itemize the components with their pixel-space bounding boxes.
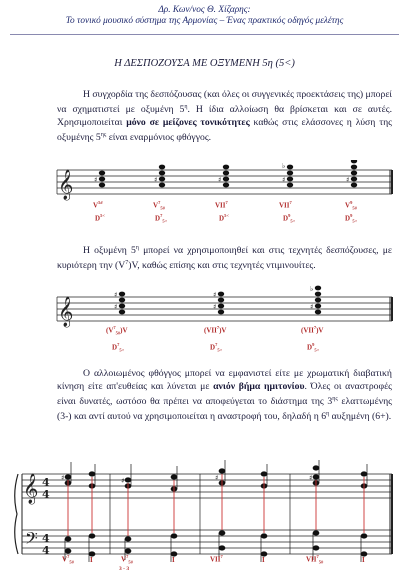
para1-sup-2: ης (100, 132, 107, 139)
staff1-label-3: VII$^7$ (215, 200, 228, 210)
staff2-func-3: $D^9_{5<}$ (307, 342, 320, 353)
svg-text:♯: ♯ (114, 291, 118, 299)
music-staff-2 (0, 283, 409, 358)
para1-sup-1: η (184, 104, 188, 110)
treble-clef-icon: 𝄞 (58, 297, 74, 327)
paragraph-3: Ο αλλοιωμένος φθόγγος μπορεί να εμφανιστεί είτε με χρωματική διαβατική κίνηση είτε απ'ευθείας και λύνεται με ανιόν βήμα ημιτονίου. Όλες οι αναστροφές είναι δυνατές, ωστόσο θα πρέπει να αποφεύγεται το διάστημα της $3^{\eta\varsigma}$ ελαττωμένης (3-) και αντί αυτού να χρησιμοποιείται η αναστροφή του, δηλαδή η $6^\eta$ αυξημένη (6+). (57, 368, 392, 423)
staff1-func-3: $D^{5<}$ (219, 213, 229, 223)
page-header (0, 5, 409, 27)
staff2-func-1: $D^7_{5<}$ (112, 342, 125, 353)
grand-label-5: VII$^7$ (210, 554, 223, 564)
svg-text:♯: ♯ (215, 474, 219, 482)
staff1-label-5: $V^9_{5\#}$ (345, 200, 357, 211)
svg-text:♯: ♯ (61, 474, 65, 482)
para1-text-4: είναι εναρμόνιος φθόγγος. (106, 132, 212, 144)
section-title: Η ΔΕΣΠΟΖΟΥΣΑ ΜΕ ΟΞΥΜΕΝΗ 5η (5<) (114, 58, 295, 69)
bass-clef-icon: 𝄢 (25, 528, 38, 552)
chord-notes-2 (114, 285, 321, 314)
svg-text:♯: ♯ (121, 477, 125, 485)
svg-text:♯: ♯ (114, 303, 118, 311)
interval-note: 3 - 3 (119, 566, 130, 572)
svg-text:♯: ♯ (213, 303, 217, 311)
grand-label-8: I (362, 556, 365, 564)
staff2-func-2: $D^7_{5<}$ (210, 342, 223, 353)
time-signature-top: 4 (42, 476, 50, 489)
staff1-label-2: $V^7_{5\#}$ (153, 200, 165, 211)
treble-clef-icon: 𝄞 (23, 474, 39, 504)
chord-notes-1 (94, 160, 357, 187)
grand-label-7: $VII^7_{5\#}$ (306, 554, 324, 565)
svg-text:4: 4 (42, 544, 50, 557)
music-staff-1 (0, 160, 409, 235)
paragraph-2: Η οξυμένη $5^\eta$ μπορεί να χρησιμοποιηθεί και στις τεχνητές δεσπόζουσες, με κυριότερη την $(V^7)V$, καθώς επίσης και στις τεχνητές ντιμινουίτες. (57, 245, 392, 272)
grand-label-4: I (172, 556, 175, 564)
interval-lines (68, 474, 364, 536)
svg-text:♯: ♯ (94, 176, 98, 184)
para1-text-3: καθώς στις ελάσσονες η λύση της οξυμένης 5 (57, 117, 392, 144)
grand-label-1: $V^7_{5\#}$ (62, 554, 74, 565)
header-rule (10, 34, 399, 35)
svg-text:♯: ♯ (309, 474, 313, 482)
grand-label-2: I (90, 556, 93, 564)
svg-text:♭: ♭ (282, 162, 286, 170)
treble-clef-icon: 𝄞 (58, 170, 74, 200)
staff1-label-4: VII$^7$ (279, 200, 292, 210)
svg-text:♭: ♭ (310, 285, 314, 293)
staff1-func-4: $D^9_{5<}$ (283, 213, 296, 224)
para1-bold: μόνο σε μείζονες τονικότητες (126, 117, 250, 129)
grand-label-3: $V^7_{5\#}$ (121, 554, 133, 565)
header-book-title: Το τονικό μουσικό σύστημα της Αρμονίας – Ένας πρακτικός οδηγός μελέτης (65, 16, 344, 26)
svg-text:♯: ♯ (154, 176, 158, 184)
svg-text:♯: ♯ (213, 291, 217, 299)
staff2-label-3: (VII$^7$)V (301, 325, 324, 335)
staff1-func-5: $D^9_{5<}$ (345, 213, 358, 224)
svg-text:♯: ♯ (282, 176, 286, 184)
paragraph-1 (57, 88, 392, 144)
para1-text-1: Η συγχορδία της δεσπόζουσας (και όλες οι συγγενικές προεκτάσεις της) μπορεί να σχηματιστεί με οξυμένη 5 (57, 89, 392, 116)
svg-text:♯: ♯ (218, 176, 222, 184)
svg-text:♯: ♯ (346, 176, 350, 184)
staff1-func-2: $D^7_{5<}$ (155, 213, 168, 224)
header-author: Δρ. Κων/νος Θ. Χίζαρης: (158, 5, 251, 15)
para3-bold: ανιόν βήμα ημιτονίου (213, 381, 305, 392)
staff2-label-1: $(V^7_{5\#})V$ (106, 325, 128, 336)
staff2-label-2: (VII$^7$)V (204, 325, 227, 335)
svg-text:♯: ♯ (310, 303, 314, 311)
grand-label-6: I (262, 556, 265, 564)
svg-text:4: 4 (42, 532, 50, 545)
staff1-label-1: $V^{5\#}$ (93, 200, 103, 210)
staff1-func-1: $D^{5<}$ (95, 213, 105, 223)
brace-icon (15, 474, 18, 554)
time-signature-bottom: 4 (42, 488, 50, 501)
grand-staff-notes (61, 460, 367, 562)
para1-text-2: . Η ίδια αλλοίωση θα βρίσκεται και σε αυτές. Χρησιμοποιείται (57, 104, 393, 129)
